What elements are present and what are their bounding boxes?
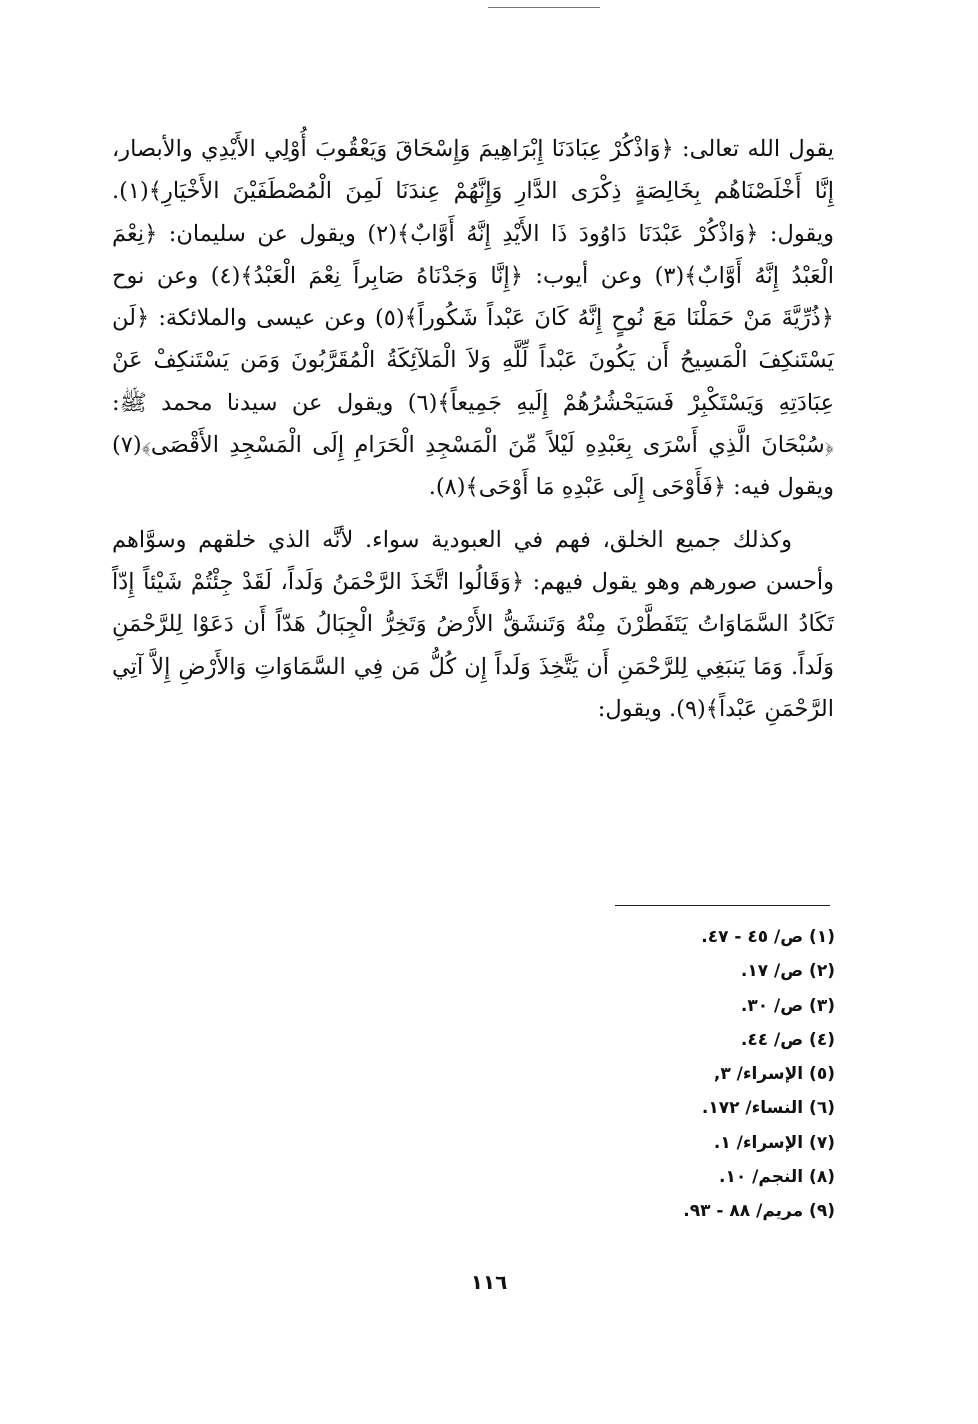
footnote-4: (٤) ص/ ٤٤. xyxy=(740,1029,835,1050)
footnote-9: (٩) مريم/ ٨٨ - ٩٣. xyxy=(683,1201,835,1222)
footnote-3: (٣) ص/ ٣٠. xyxy=(740,995,835,1016)
footnote-8: (٨) النجم/ ١٠. xyxy=(719,1167,835,1188)
footnote-2: (٢) ص/ ١٧. xyxy=(740,961,835,982)
paragraph-1: يقول الله تعالى: ﴿وَاذْكُرْ عِبَادَنَا إِبْرَاهِيمَ وَإِسْحَاقَ وَيَعْقُوبَ أُوْلِي الأَيْدِي والأبصار، إِنَّا أَخْلَصْنَاهُم بِخَالِصَةٍ ذِكْرَى الدَّارِ وَإِنَّهُمْ عِندَنَا لَمِنَ الْمُصْطَفَيْنَ الأَخْيَارِ﴾(١). ويقول: ﴿وَاذْكُرْ عَبْدَنَا دَاوُودَ ذَا الأَيْدِ إِنَّهُ أَوَّابٌ﴾(٢) ويقول عن سليمان: ﴿نِعْمَ الْعَبْدُ إِنَّهُ أَوَّابٌ﴾(٣) وعن أيوب: ﴿إِنَّا وَجَدْنَاهُ صَابِراً نِعْمَ الْعَبْدُ﴾(٤) وعن نوح ﴿ذُرِّيَّةَ مَنْ حَمَلْنَا مَعَ نُوحٍ إِنَّهُ كَانَ عَبْداً شَكُوراً﴾(٥) وعن عيسى والملائكة: ﴿لَن يَسْتَنكِفَ الْمَسِيحُ أَن يَكُونَ عَبْداً لِّلَّهِ وَلاَ الْمَلآئِكَةُ الْمُقَرَّبُونَ وَمَن يَسْتَنكِفْ عَنْ عِبَادَتِهِ وَيَسْتَكْبِرْ فَسَيَحْشُرُهُمْ إِلَيهِ جَمِيعاً﴾(٦) ويقول عن سيدنا محمد ﷺ: ﴿سُبْحَانَ الَّذِي أَسْرَى بِعَبْدِهِ لَيْلاً مِّنَ الْمَسْجِدِ الْحَرَامِ إِلَى الْمَسْجِدِ الأَقْصَى﴾(٧) ويقول فيه: ﴿فَأَوْحَى إِلَى عَبْدِهِ مَا أَوْحَى﴾(٨). xyxy=(112,136,834,501)
paragraph-2: وكذلك جميع الخلق، فهم في العبودية سواء. لأنَّه الذي خلقهم وسوَّاهم وأحسن صورهم وهو يقول فيهم: ﴿وَقَالُوا اتَّخَذَ الرَّحْمَنُ وَلَداً، لَقَدْ جِئْتُمْ شَيْئاً إِدّاً تَكَادُ السَّمَاوَاتُ يَتَفَطَّرْنَ مِنْهُ وَتَنشَقُّ الأَرْضُ وَتَخِرُّ الْجِبَالُ هَدّاً أَن دَعَوْا لِلرَّحْمَنِ وَلَداً. وَمَا يَنبَغِي لِلرَّحْمَنِ أَن يَتَّخِذَ وَلَداً إِن كُلُّ مَن فِي السَّمَاوَاتِ وَالأَرْضِ إِلاَّ آتِي الرَّحْمَنِ عَبْداً﴾(٩). ويقول: xyxy=(112,526,834,722)
page-number: ١١٦ xyxy=(470,1270,508,1294)
footnotes xyxy=(560,920,835,1229)
main-text xyxy=(112,128,834,730)
footnote-1: (١) ص/ ٤٥ - ٤٧. xyxy=(701,927,835,947)
top-divider xyxy=(488,7,600,8)
footnote-5: (٥) الإسراء/ ٣, xyxy=(713,1064,835,1085)
footnote-divider xyxy=(615,905,830,906)
footnote-7: (٧) الإسراء/ ١. xyxy=(713,1132,835,1153)
footnote-6: (٦) النساء/ ١٧٢. xyxy=(701,1098,835,1119)
